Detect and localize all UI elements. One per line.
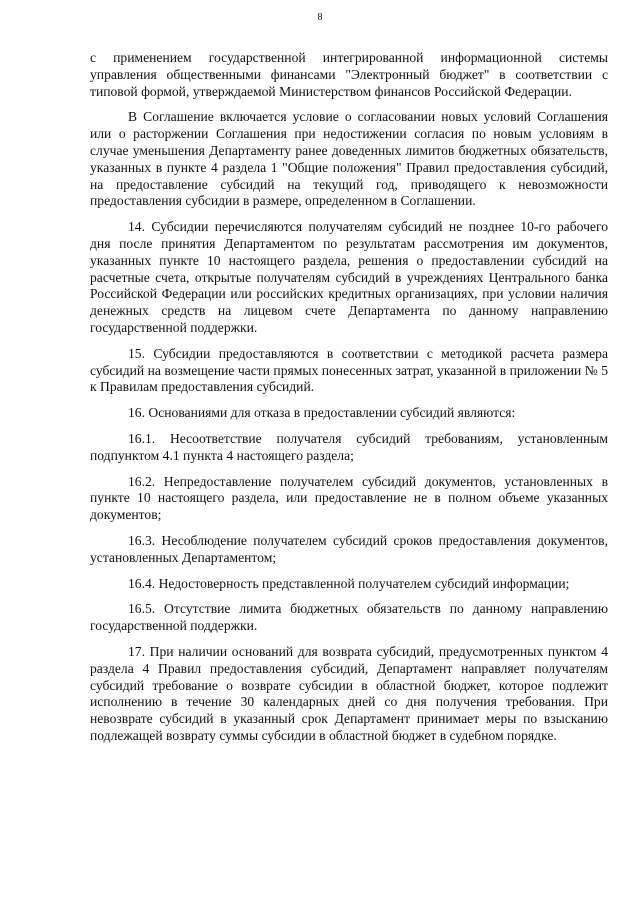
- document-body: [90, 50, 608, 754]
- paragraph-16-4: 16.4. Недостоверность представленной получателем субсидий информации;: [128, 575, 570, 591]
- paragraph-continuation: с применением государственной интегрированной информационной системы управления общественными финансами "Электронный бюджет" в соответствии с типовой формой, утверждаемой Министерством финансов Российской Федерации.: [90, 50, 608, 99]
- paragraph-16-3: 16.3. Несоблюдение получателем субсидий сроков предоставления документов, установленных Департаментом;: [90, 532, 608, 565]
- paragraph-14: 14. Субсидии перечисляются получателям субсидий не позднее 10-го рабочего дня после принятия Департаментом по результатам рассмотрения им документов, указанных пункте 10 настоящего раздела, решения о предоставлении субсидий на расчетные счета, открытые получателям субсидий в учреждениях Центрального банка Российской Федерации или российских кредитных организациях, при условии наличия денежных средств на лицевом счете Департамента по данному направлению государственной поддержки.: [90, 219, 608, 335]
- paragraph-16: 16. Основаниями для отказа в предоставлении субсидий являются:: [128, 405, 516, 421]
- page-number: 8: [317, 12, 323, 23]
- paragraph-15: 15. Субсидии предоставляются в соответствии с методикой расчета размера субсидий на возмещение части прямых понесенных затрат, указанной в приложении № 5 к Правилам предоставления субсидий.: [90, 345, 608, 395]
- paragraph-16-2: 16.2. Непредоставление получателем субсидий документов, установленных в пункте 10 настоящего раздела, или предоставление не в полном объеме указанных документов;: [90, 473, 608, 523]
- paragraph-16-1: 16.1. Несоответствие получателя субсидий требованиям, установленным подпунктом 4.1 пункта 4 настоящего раздела;: [90, 430, 608, 463]
- paragraph-17: 17. При наличии оснований для возврата субсидий, предусмотренных пунктом 4 раздела 4 Правил предоставления субсидий, Департамент направляет получателям субсидий требование о возврате субсидии в областной бюджет, которое подлежит исполнению в течение 30 календарных дней со дня получения требования. При невозврате субсидий в указанный срок Департамент принимает меры по взысканию подлежащей возврату суммы субсидии в областной бюджет в судебном порядке.: [90, 643, 608, 743]
- paragraph-agreement-condition: В Соглашение включается условие о согласовании новых условий Соглашения или о расторжении Соглашения при недостижении согласия по новым условиям в случае уменьшения Департаменту ранее доведенных лимитов бюджетных обязательств, указанных в пункте 4 раздела 1 "Общие положения" Правил предоставления субсидий, на предоставление субсидий на текущий год, приводящего к невозможности предоставления субсидии в размере, определенном в Соглашении.: [90, 109, 608, 209]
- paragraph-16-5: 16.5. Отсутствие лимита бюджетных обязательств по данному направлению государственной поддержки.: [90, 601, 608, 634]
